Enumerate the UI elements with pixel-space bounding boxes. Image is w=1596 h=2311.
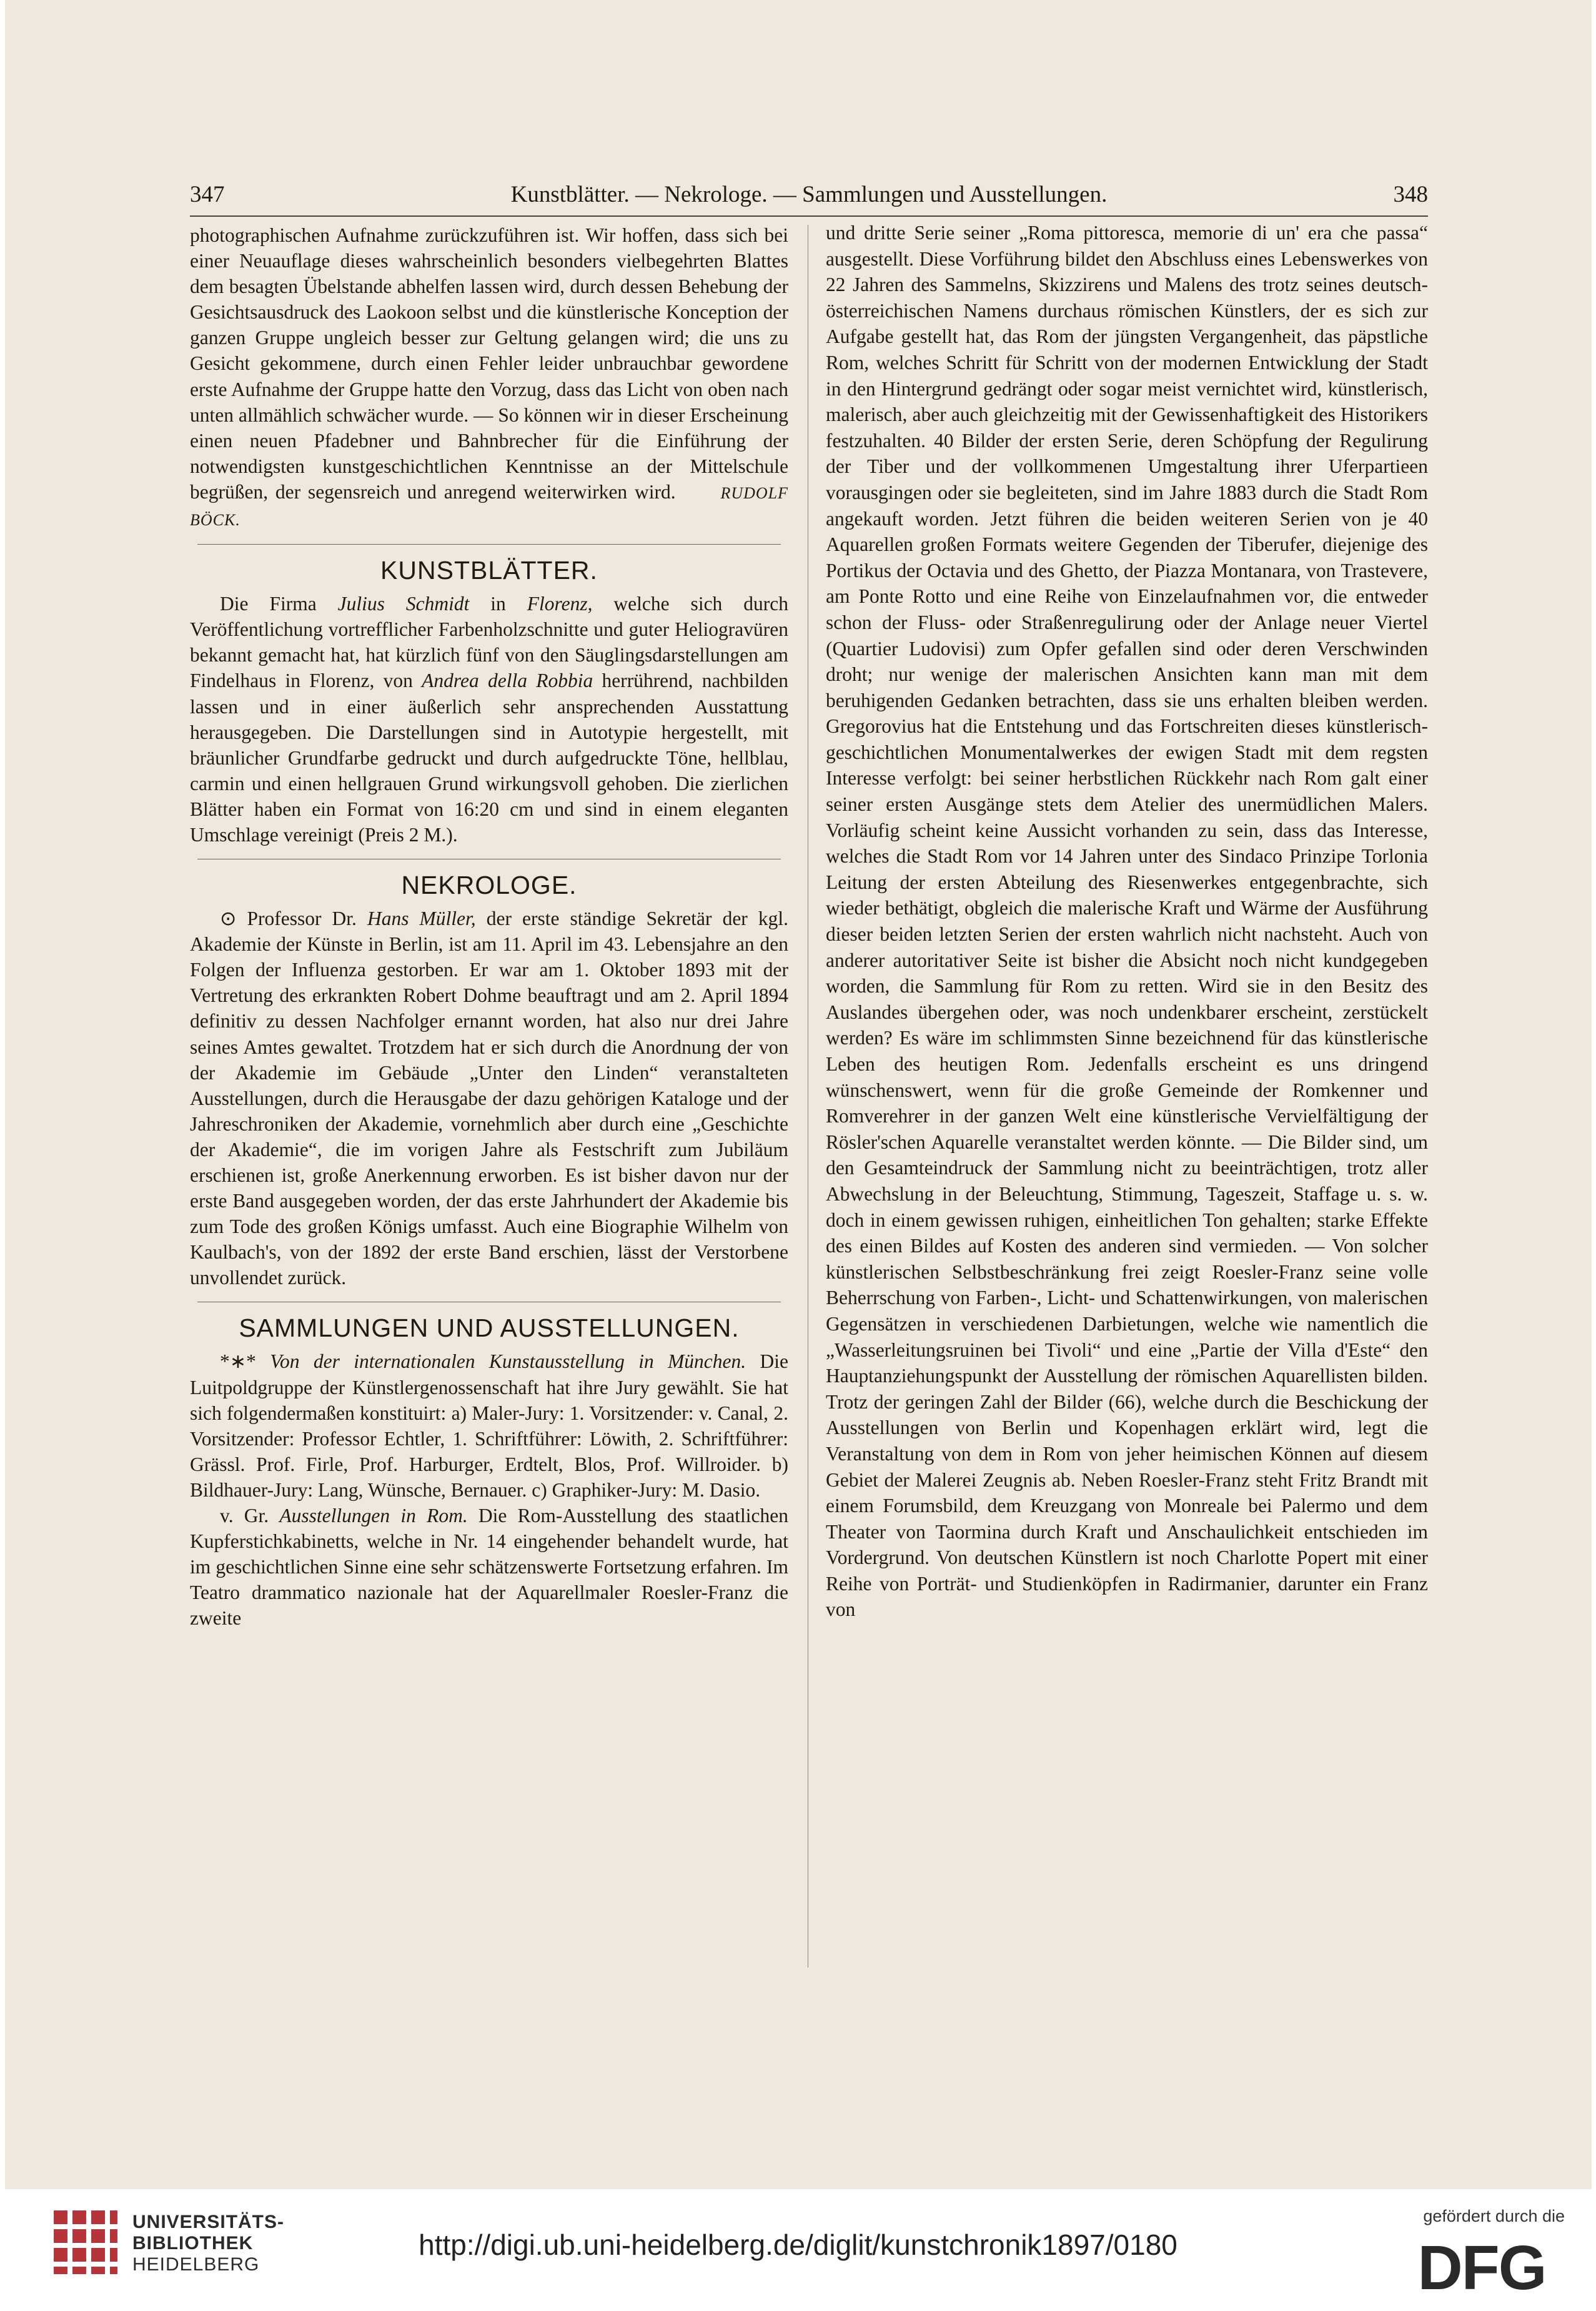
section-title-sammlungen: SAMMLUNGEN UND AUSSTELLUNGEN.	[239, 1314, 740, 1343]
text-span: Die Firma	[220, 593, 338, 615]
right-column-text: und dritte Serie seiner „Roma pittoresca, memorie di un' era che passa“ ausgestellt. Diese Vorführung bildet den Abschluss eines Lebenswerkes von 22 Jahren des Sammelns, Skizzirens und Malens des trotz seines deutsch-österreichischen Namens durchaus römischen Künstlers, der es sich zur Aufgabe gestellt hat, das Rom der jüngsten Vergangenheit, das päpstliche Rom, welches Schritt für Schritt von der modernen Entwicklung der Stadt in den Hintergrund gedrängt oder sogar meist vernichtet wird, künstlerisch, malerisch, aber auch gleichzeitig mit der Gewissenhaftigkeit des Historikers festzuhalten. 40 Bilder der ersten Serie, deren Schöpfung der Regulirung der Tiber und der vollkommenen Umgestaltung ihrer Uferpartieen vorausgingen oder sie begleiteten, sind im Jahre 1883 durch die Stadt Rom angekauft worden. Jetzt führen die beiden weiteren Serien von je 40 Aquarellen großen Formats weitere Gegenden der Tiberufer, diejenige des Portikus der Octavia und des Ghetto, der Piazza Montanara, von Trastevere, am Ponte Rotto und eine Reihe von Einzelaufnahmen vor, die entweder schon der Fluss- oder Straßenregulirung oder der Anlage neuer Viertel (Quartier Ludovisi) zum Opfer gefallen sind oder deren Verschwinden droht; nur wenige der malerischen Ansichten kann man mit dem beruhigenden Gedanken betrachten, dass sie uns erhalten bleiben werden. Gregorovius hat die Entstehung und das Fortschreiten dieses künstlerisch-geschichtlichen Monumentalwerkes der ewigen Stadt mit dem regsten Interesse verfolgt: bei seiner herbstlichen Rückkehr nach Rom galt einer seiner ersten Ausgänge stets dem Atelier des unermüdlichen Malers. Vorläufig scheint keine Aussicht vorhanden zu sein, dass das Interesse, welches die Stadt Rom vor 14 Jahren unter des Sindaco Prinzipe Torlonia Leitung der ersten Abteilung des Riesenwerkes entgegenbrachte, sich wieder bethätigt, obgleich die malerische Kraft und Wärme der Ausführung dieser beiden letzten Serien der ersten wahrlich nicht nachsteht. Auch von anderer autoritativer Seite ist bisher die Absicht noch nicht kundgegeben worden, die Sammlung für Rom zu retten. Wird sie in den Besitz des Auslandes übergehen oder, was noch undenkbarer erscheint, zerstückelt werden? Es wäre im schlimmsten Sinne bezeichnend für das künstlerische Leben des heutigen Rom. Jedenfalls erscheint es uns dringend wünschenswert, wenn für die große Gemeinde der Romkenner und Romverehrer in der ganzen Welt eine künstlerische Vervielfältigung der Rösler'schen Aquarelle veranstaltet werden könnte. — Die Bilder sind, um den Gesamteindruck der Sammlung nicht zu beeinträchtigen, trotz aller Abwechslung in der Beleuchtung, Stimmung, Tageszeit, Staffage u. s. w. doch in einem gewissen ruhigen, einheitlichen Ton gehalten; starke Effekte des einen Bildes auf Kosten des anderen sind vermieden. — Von solcher künstlerischen Selbstbeschränkung frei zeigt Roesler-Franz seine volle Beherrschung von Farben-, Licht- und Schattenwirkungen, von malerischen Gegensätzen in verschiedenen Darbietungen, welche wie namentlich die „Wasserleitungsruinen bei Tivoli“ und eine „Partie der Villa d'Este“ den Hauptanziehungspunkt der Ausstellung der römischen Aquarellisten bilden. Trotz der geringen Zahl der Bilder (66), welche durch die Beschickung der Ausstellungen von Berlin und Kopenhagen erklärt wird, legt die Veranstaltung von dem in Rom von jeher heimischen Können auf diesem Gebiet der Malerei Zeugnis ab. Neben Roesler-Franz steht Fritz Brandt mit einem Forumsbild, dem Kreuzgang von Monreale bei Palermo und dem Theater von Taormina durch Kraft und Anschaulichkeit entschieden im Vordergrund. Von deutschen Künstlern ist noch Charlotte Popert mit einer Reihe von Porträt- und Studienköpfen in Radirmanier, darunter ein Franz von	[826, 222, 1428, 1621]
text-span: in	[469, 593, 527, 615]
section-title-nekrologe: NEKROLOGE.	[401, 871, 577, 900]
text-span: der erste ständige Sekretär der kgl. Akademie der Künste in Berlin, ist am 11. April im 43. Lebensjahre an den Folgen der Influenza gestorben. Er war am 1. Oktober 1893 mit der Vertretung des erkrankten Robert Dohme beauftragt und am 2. April 1894 definitiv zu dessen Nachfolger ernannt worden, hat also nur drei Jahre seines Amtes gewaltet. Trotzdem hat er sich durch die Anordnung der von der Akademie im Gebäude „Unter den Linden“ veranstalteten Ausstellungen, durch die Herausgabe der dazu gehörigen Kataloge und der Jahreschroniken der Akademie, vornehmlich aber durch eine „Geschichte der Akademie“, die im vorigen Jahre als Festschrift zum Jubiläum erschienen ist, große Anerkennung erworben. Es ist bisher davon nur der erste Band ausgegeben worden, der das erste Jahrhundert der Akademie bis zum Tode des großen Königs umfasst. Auch eine Biographie Wilhelm von Kaulbach's, von der 1892 der erste Band erschien, lässt der Verstorbene unvollendet zurück.	[190, 908, 788, 1289]
text-span: Die Luitpoldgruppe der Künstlergenossenschaft hat ihre Jury gewählt. Sie hat sich folgendermaßen konstituirt: a) Maler-Jury: 1. Vorsitzender: v. Canal, 2. Vorsitzender: Professor Echtler, 1. Schriftführer: Löwith, 2. Schriftführer: Grässl. Prof. Firle, Prof. Harburger, Erdtelt, Blos, Prof. Willroider. b) Bildhauer-Jury: Lang, Wünsche, Bernauer. c) Graphiker-Jury: M. Dasio.	[190, 1350, 788, 1501]
circle-dot-icon: ⊙	[220, 908, 237, 930]
article-heading: Von der internationalen Kunstausstellung in München.	[270, 1350, 746, 1373]
header-rule	[190, 215, 1428, 217]
section-rule	[197, 544, 781, 545]
author-signature: RUDOLF BÖCK.	[190, 483, 788, 530]
page-number-left: 347	[190, 182, 225, 207]
running-head	[190, 176, 1428, 211]
page-number-right: 348	[1393, 182, 1428, 207]
kunstblaetter-paragraph	[190, 591, 788, 848]
muenchen-paragraph	[190, 1348, 788, 1503]
library-name-line: UNIVERSITÄTS-	[132, 2212, 285, 2232]
dfg-logo-text: DFG	[1417, 2238, 1546, 2295]
artist-name: Andrea della Robbia	[422, 670, 593, 692]
section-title-kunstblaetter: KUNSTBLÄTTER.	[380, 556, 598, 585]
firm-name: Julius Schmidt	[337, 593, 470, 615]
text-span: Professor Dr.	[236, 908, 367, 930]
library-name-line: HEIDELBERG	[132, 2254, 260, 2275]
permalink[interactable]: http://digi.ub.uni-heidelberg.de/diglit/kunstchronik1897/0180	[419, 2229, 1177, 2261]
running-title: Kunstblätter. — Nekrologe. — Sammlungen und Ausstellungen.	[510, 182, 1108, 207]
rom-paragraph	[190, 1503, 788, 1631]
intro-paragraph	[190, 222, 788, 533]
article-heading: Ausstellungen in Rom.	[279, 1505, 468, 1527]
person-name: Hans Müller,	[367, 908, 476, 930]
nekrologe-paragraph	[190, 906, 788, 1290]
dfg-logo	[1397, 2238, 1566, 2295]
intro-text: photographischen Aufnahme zurückzuführen ist. Wir hoffen, dass sich bei einer Neuauflage dieses wahrscheinlich besonders vielbegehrten Blattes dem besagten Übelstande abhelfen lassen wird, durch dessen Behebung der Gesichtsausdruck des Laokoon selbst und die künstlerische Konception der ganzen Gruppe ungleich besser zur Geltung gelangen wird; die uns zu Gesicht gekommene, durch einen Fehler leider unbrauchbar gewordene erste Aufnahme der Gruppe hatte den Vorzug, dass das Licht von oben nach unten allmählich schwächer wurde. — So können wir in dieser Erscheinung einen neuen Pfadebner und Bahnbrecher für die Einführung der notwendigsten kunstgeschichtlichen Kenntnisse an der Mittelschule begrüßen, der segensreich und anregend weiterwirken wird.	[190, 224, 788, 503]
text-span: herrührend, nachbilden lassen und in einer äußerlich sehr ansprechenden Ausstattung herausgegeben. Die Darstellungen sind in Autotypie hergestellt, mit bräunlicher Grundfarbe gedruckt und durch aufgedruckte Töne, hellblau, carmin und einen hellgrauen Grund wirkungsvoll gehoben. Die zierlichen Blätter haben ein Format von 16:20 cm und sind in einem eleganten Umschlage vereinigt (Preis 2 M.).	[190, 670, 788, 846]
asterism-icon: *∗*	[220, 1350, 270, 1373]
text-span: v. Gr.	[220, 1505, 280, 1527]
text-span: Die Rom-Ausstellung des staatlichen Kupferstichkabinetts, welche in Nr. 14 eingehender behandelt wurde, hat im geschichtlichen Sinne eine sehr schätzenswerte Fortsetzung erfahren. Im Teatro drammatico nazionale hat der Aquarellmaler Roesler-Franz die zweite	[190, 1505, 789, 1630]
footer-bar	[0, 2189, 1596, 2311]
city-name: Florenz,	[527, 593, 593, 615]
funded-by-label: gefördert durch die	[1423, 2207, 1565, 2225]
text-span: welche sich durch Veröffentlichung vortrefflicher Farbenholzschnitte und guter Heliogravüren bekannt gemacht hat, hat kürzlich fünf von den Säuglingsdarstellungen am Findelhaus in Florenz, von	[190, 593, 788, 692]
left-column	[190, 222, 788, 1631]
right-column	[826, 220, 1428, 1623]
scanned-page	[5, 0, 1592, 2189]
library-name-line: BIBLIOTHEK	[132, 2233, 254, 2254]
